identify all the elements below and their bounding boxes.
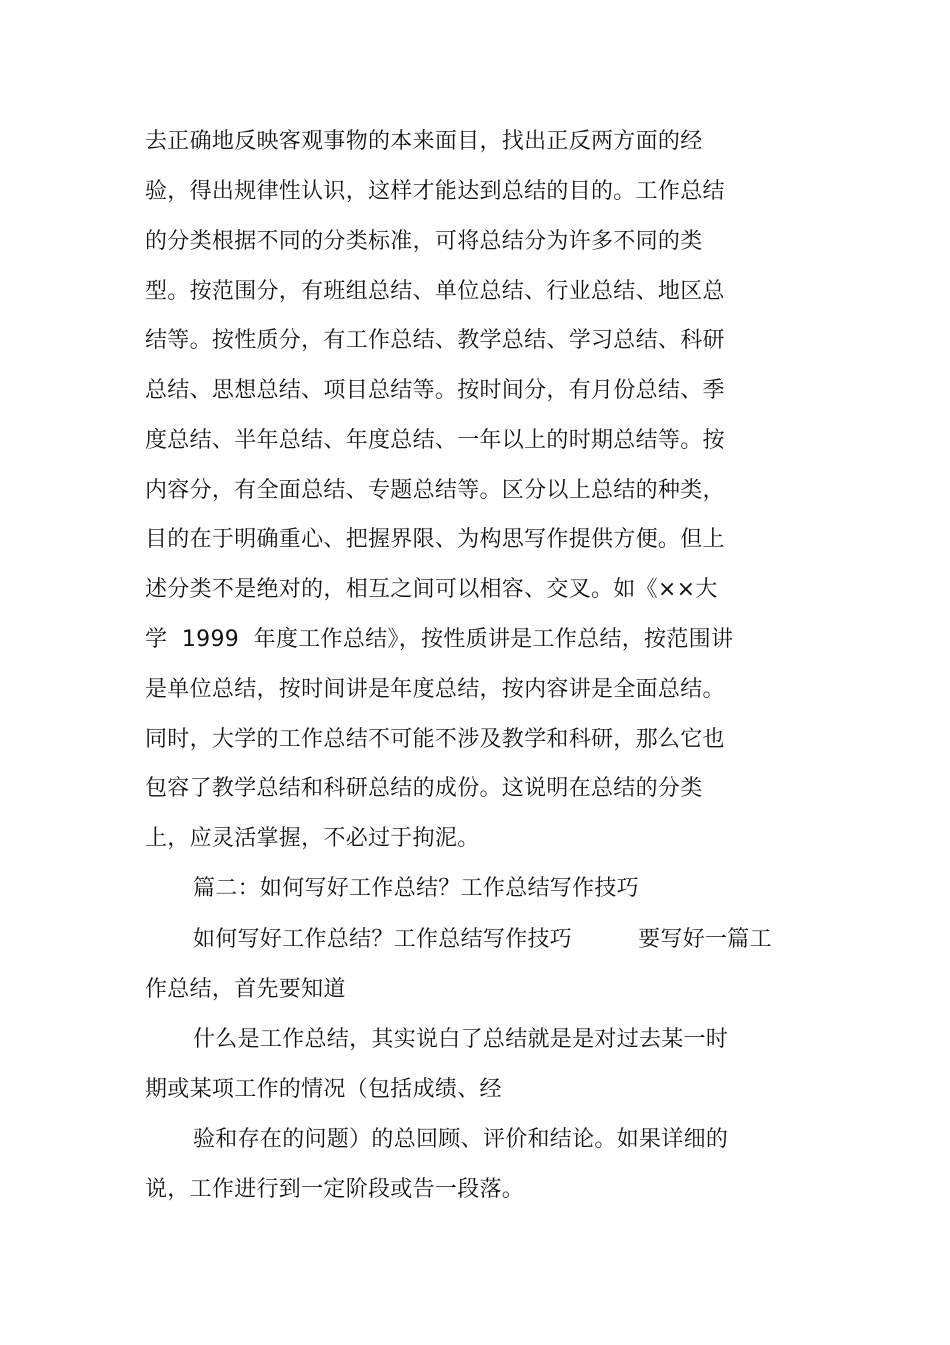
text-line-10: 述分类不是绝对的，相互之间可以相容、交叉。如《××大	[145, 577, 718, 602]
text-line-5: 结等。按性质分，有工作总结、教学总结、学习总结、科研	[145, 328, 725, 353]
paragraph-3-line-1: 什么是工作总结，其实说白了总结就是是对过去某一时	[193, 1027, 729, 1052]
text-line-14: 包容了教学总结和科研总结的成份。这说明在总结的分类	[145, 776, 703, 801]
text-line-1: 去正确地反映客观事物的本来面目，找出正反两方面的经	[145, 129, 703, 154]
paragraph-2-title-part: 如何写好工作总结？工作总结写作技巧	[193, 927, 573, 952]
paragraph-4-line-1: 验和存在的问题）的总回顾、评价和结论。如果详细的	[193, 1127, 729, 1152]
paragraph-2-line-1	[193, 925, 772, 955]
text-line-2: 验，得出规律性认识，这样才能达到总结的目的。工作总结	[145, 179, 725, 204]
text-line-4: 型。按范围分，有班组总结、单位总结、行业总结、地区总	[145, 279, 725, 304]
paragraph-3-line-2: 期或某项工作的情况（包括成绩、经	[145, 1077, 502, 1102]
paragraph-2-rest-part: 要写好一篇工	[638, 927, 772, 952]
text-line-3: 的分类根据不同的分类标准，可将总结分为许多不同的类	[145, 229, 703, 254]
text-line-6: 总结、思想总结、项目总结等。按时间分，有月份总结、季	[145, 378, 725, 403]
text-line-13: 同时，大学的工作总结不可能不涉及教学和科研，那么它也	[145, 727, 725, 752]
text-line-7: 度总结、半年总结、年度总结、一年以上的时期总结等。按	[145, 428, 725, 453]
paragraph-4-line-2: 说，工作进行到一定阶段或告一段落。	[145, 1177, 525, 1202]
text-line-12: 是单位总结，按时间讲是年度总结，按内容讲是全面总结。	[145, 677, 725, 702]
text-line-15: 上，应灵活掌握，不必过于拘泥。	[145, 826, 480, 851]
section-heading: 篇二：如何写好工作总结？工作总结写作技巧	[193, 876, 640, 901]
text-line-11: 学 1999 年度工作总结》，按性质讲是工作总结，按范围讲	[145, 627, 734, 652]
paragraph-2-line-2: 作总结，首先要知道	[145, 977, 346, 1002]
text-line-8: 内容分，有全面总结、专题总结等。区分以上总结的种类，	[145, 478, 725, 503]
text-line-9: 目的在于明确重心、把握界限、为构思写作提供方便。但上	[145, 527, 725, 552]
